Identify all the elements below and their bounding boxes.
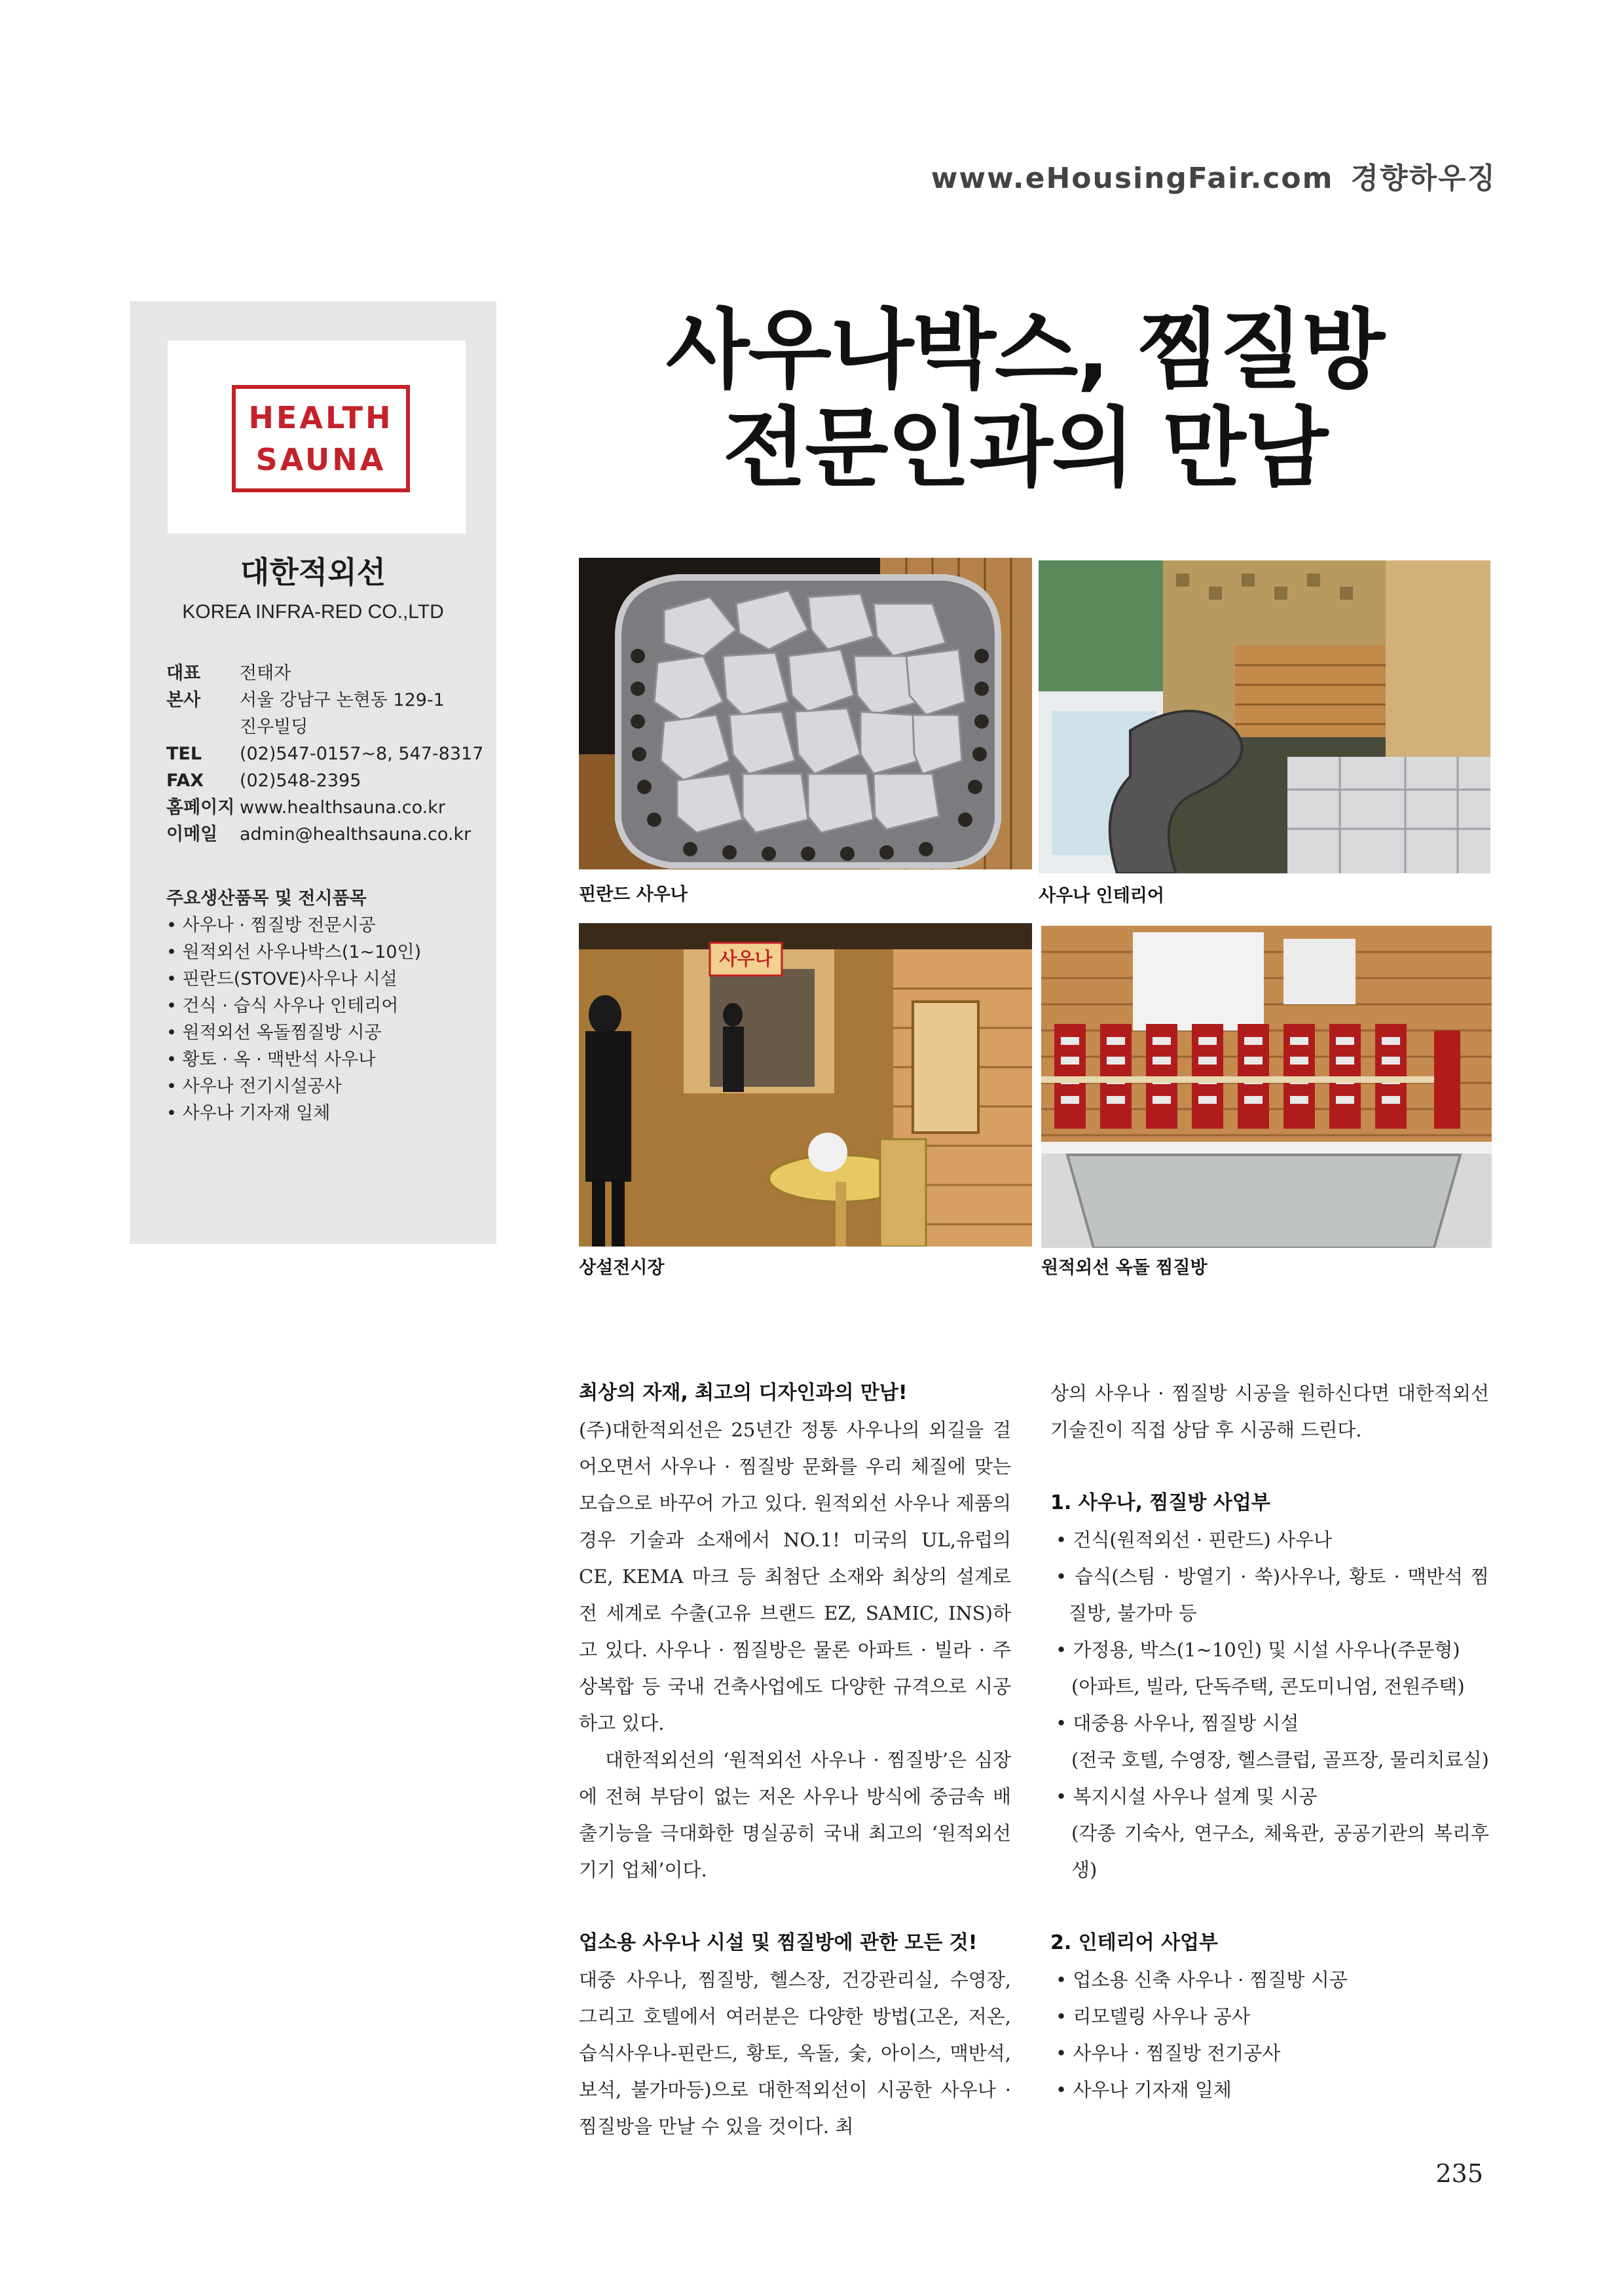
- info-value: www.healthsauna.co.kr: [240, 797, 445, 818]
- company-sidebar: [130, 301, 496, 1244]
- section-heading: 1. 사우나, 찜질방 사업부: [1050, 1491, 1270, 1514]
- info-value: 진우빌딩: [240, 717, 308, 737]
- info-row: [166, 660, 483, 687]
- health-sauna-logo: [232, 385, 410, 492]
- info-label: TEL: [166, 744, 202, 764]
- list-item: • 가정용, 박스(1~10인) 및 시설 사우나(주문형): [1056, 1639, 1460, 1661]
- list-subitem: (전국 호텔, 수영장, 헬스클럽, 골프장, 물리치료실): [1071, 1749, 1489, 1771]
- info-label: 홈페이지: [166, 797, 235, 818]
- logo-line-1: HEALTH: [248, 400, 394, 435]
- product-item: • 황토 · 옥 · 맥반석 사우나: [166, 1049, 376, 1070]
- list-item: • 건식(원적외선 · 핀란드) 사우나: [1056, 1529, 1332, 1551]
- list-subitem: (각종 기숙사, 연구소, 체육관, 공공기관의 복리후생): [1071, 1822, 1489, 1881]
- product-item: • 핀란드(STOVE)사우나 시설: [166, 969, 397, 989]
- info-label: 대표: [166, 663, 201, 683]
- photo-jade-jjimjilbang: [1041, 926, 1492, 1248]
- info-label: FAX: [166, 771, 204, 791]
- caption-jade-jjimjilbang: 원적외선 옥돌 찜질방: [1041, 1258, 1208, 1278]
- running-header: [931, 155, 1496, 196]
- page-number: 235: [1435, 2159, 1483, 2188]
- info-row: [166, 687, 483, 714]
- paragraph: 대중 사우나, 찜질방, 헬스장, 건강관리실, 수영장, 그리고 호텔에서 여러분은 다양한 방법(고온, 저온, 습식사우나-핀란드, 황토, 옥돌, 숯, 아이스, 맥반석, 보석, 불가마등)으로 대한적외선이 시공한 사우나 · 찜질방을 만날 수 있을 것이다. 최: [579, 1969, 1011, 2138]
- info-value: (02)548-2395: [240, 771, 361, 791]
- info-row: [166, 794, 483, 821]
- spacer: [579, 1888, 1011, 1925]
- logo-line-2: SAUNA: [255, 442, 386, 477]
- info-row: [166, 821, 483, 848]
- list-item: • 리모델링 사우나 공사: [1056, 2005, 1250, 2028]
- list-item: • 업소용 신축 사우나 · 찜질방 시공: [1056, 1969, 1348, 1991]
- jade-room-image: [1041, 926, 1492, 1248]
- info-value: 서울 강남구 논현동 129-1: [240, 690, 445, 710]
- section-heading: 최상의 자재, 최고의 디자인과의 만남!: [579, 1381, 908, 1404]
- article-column-left: [579, 1375, 1011, 2145]
- section-heading: 업소용 사우나 시설 및 찜질방에 관한 모든 것!: [579, 1931, 978, 1954]
- info-value: (02)547-0157~8, 547-8317: [240, 744, 484, 764]
- spacer: [1050, 1888, 1489, 1925]
- info-value: admin@healthsauna.co.kr: [240, 824, 471, 845]
- product-item: • 건식 · 습식 사우나 인테리어: [166, 996, 399, 1016]
- product-item: • 사우나 전기시설공사: [166, 1076, 342, 1097]
- product-item: • 원적외선 옥돌찜질방 시공: [166, 1023, 382, 1043]
- list-item: • 복지시설 사우나 설계 및 시공: [1056, 1785, 1318, 1808]
- header-site: www.eHousingFair.com: [931, 162, 1334, 195]
- photo-showroom: [579, 923, 1032, 1247]
- info-row: [166, 714, 483, 740]
- list-item: • 사우나 · 찜질방 전기공사: [1056, 2042, 1281, 2064]
- company-name: 대한적외선: [240, 555, 386, 590]
- photo-finnish-sauna: [579, 558, 1032, 869]
- list-item: • 습식(스팀 · 방열기 · 쑥)사우나, 황토 · 맥반석 찜질방, 불가마 등: [1056, 1565, 1489, 1624]
- article-title: [550, 301, 1500, 498]
- logo-panel: [168, 340, 466, 534]
- product-item: • 사우나 기자재 일체: [166, 1103, 331, 1123]
- company-info: [166, 660, 483, 848]
- sauna-interior-image: [1039, 560, 1490, 873]
- title-line-2: 전문인과의 만남: [722, 398, 1327, 499]
- company-block: [130, 549, 496, 623]
- showroom-sign: 사우나: [719, 948, 773, 970]
- list-item: • 대중용 사우나, 찜질방 시설: [1056, 1712, 1299, 1734]
- info-label: 본사: [166, 690, 201, 710]
- title-line-1: 사우나박스, 찜질방: [665, 300, 1384, 401]
- article-column-right: [1050, 1375, 1489, 2108]
- paragraph: 대한적외선의 ‘원적외선 사우나 · 찜질방’은 심장에 전혀 부담이 없는 저온 사우나 방식에 중금속 배출기능을 극대화한 명실공히 국내 최고의 ‘원적외선 기기 업체’이다.: [579, 1749, 1011, 1881]
- caption-finnish-sauna: 핀란드 사우나: [579, 884, 688, 905]
- header-brand: 경향하우징: [1350, 162, 1496, 195]
- product-item: • 사우나 · 찜질방 전문시공: [166, 915, 376, 936]
- caption-showroom: 상설전시장: [579, 1258, 665, 1278]
- showroom-image: [579, 923, 1032, 1247]
- company-english-name: KOREA INFRA-RED CO.,LTD: [182, 601, 444, 623]
- products-title: 주요생산품목 및 전시품목: [166, 888, 367, 909]
- paragraph: 상의 사우나 · 찜질방 시공을 원하신다면 대한적외선 기술진이 직접 상담 후 시공해 드린다.: [1050, 1382, 1489, 1441]
- product-item: • 원적외선 사우나박스(1~10인): [166, 942, 422, 962]
- info-value: 전태자: [240, 663, 291, 683]
- info-row: [166, 767, 483, 794]
- paragraph: (주)대한적외선은 25년간 정통 사우나의 외길을 걸어오면서 사우나 · 찜질방 문화를 우리 체질에 맞는 모습으로 바꾸어 가고 있다. 원적외선 사우나 제품의 경우 기술과 소재에서 NO.1! 미국의 UL,유럽의 CE, KEMA 마크 등 최첨단 소재와 최상의 설계로 전 세계로 수출(고유 브랜드 EZ, SAMIC, INS)하고 있다. 사우나 · 찜질방은 물론 아파트 · 빌라 · 주상복합 등 국내 건축사업에도 다양한 규격으로 시공하고 있다.: [579, 1419, 1011, 1734]
- info-label: 이메일: [166, 824, 218, 845]
- section-heading: 2. 인테리어 사업부: [1050, 1931, 1219, 1954]
- list-item: • 사우나 기자재 일체: [1056, 2079, 1232, 2101]
- info-label: [166, 714, 240, 740]
- finnish-sauna-image: [579, 558, 1032, 869]
- caption-sauna-interior: 사우나 인테리어: [1039, 886, 1164, 906]
- spacer: [1050, 1448, 1489, 1485]
- info-row: [166, 740, 483, 767]
- list-subitem: (아파트, 빌라, 단독주택, 콘도미니엄, 전원주택): [1071, 1675, 1465, 1698]
- products-list: [166, 885, 421, 1127]
- photo-sauna-interior: [1039, 560, 1490, 873]
